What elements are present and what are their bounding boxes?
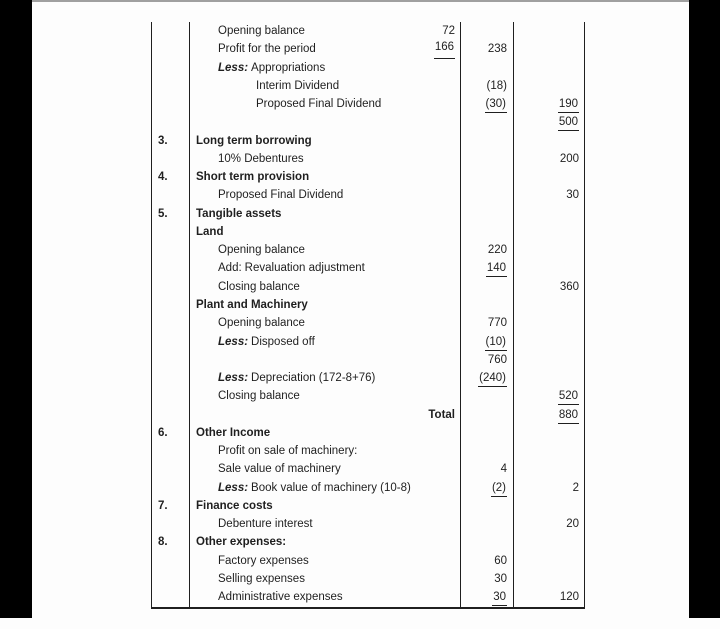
- table-row: [152, 278, 584, 296]
- particulars-text: [190, 168, 309, 186]
- amount-inner-cell: [461, 442, 514, 460]
- amount-outer-cell: [514, 552, 584, 570]
- serial-number: 5.: [158, 207, 168, 220]
- particulars-cell: [190, 424, 461, 442]
- serial-cell: [152, 479, 190, 497]
- table-row: [152, 241, 584, 259]
- amount-outer-cell: [514, 259, 584, 277]
- serial-number: 7.: [158, 499, 168, 512]
- table-row: [152, 552, 584, 570]
- particulars-label: Interim Dividend: [256, 79, 340, 92]
- amount-inner-cell: [461, 515, 514, 533]
- serial-cell: [152, 168, 190, 186]
- serial-cell: [152, 552, 190, 570]
- amount-inner-value: (2): [491, 481, 507, 497]
- amount-outer-cell: [514, 533, 584, 551]
- particulars-cell: [190, 515, 461, 533]
- particulars-label: Proposed Final Dividend: [256, 98, 382, 111]
- particulars-cell: [190, 59, 461, 77]
- serial-cell: [152, 132, 190, 150]
- particulars-cell: [190, 150, 461, 168]
- amount-outer-cell: [514, 278, 584, 296]
- amount-inner-cell: [461, 59, 514, 77]
- particulars-text: [190, 369, 375, 387]
- particulars-label: Other Income: [196, 426, 271, 439]
- particulars-label: Selling expenses: [218, 572, 305, 585]
- particulars-label: Book value of machinery (10-8): [251, 481, 411, 494]
- particulars-text: [190, 186, 343, 204]
- table-row: [152, 296, 584, 314]
- particulars-text: [190, 150, 304, 168]
- particulars-inline-amount: 72: [442, 25, 455, 37]
- amount-outer-value: 2: [572, 481, 579, 494]
- particulars-label: Long term borrowing: [196, 134, 312, 147]
- amount-inner-cell: [461, 314, 514, 332]
- amount-inner-cell: [461, 351, 514, 369]
- amount-outer-cell: [514, 40, 584, 58]
- particulars-cell: [190, 479, 461, 497]
- table-row: [152, 387, 584, 405]
- amount-outer-value: 190: [558, 97, 579, 113]
- particulars-cell: [190, 333, 461, 351]
- particulars-cell: [190, 223, 461, 241]
- serial-cell: [152, 442, 190, 460]
- table-row: [152, 424, 584, 442]
- amount-inner-cell: [461, 333, 514, 351]
- table-row: [152, 442, 584, 460]
- particulars-text: [190, 588, 343, 606]
- amount-inner-cell: [461, 387, 514, 405]
- serial-cell: [152, 278, 190, 296]
- less-add-prefix: Less:: [218, 481, 249, 494]
- particulars-label: Sale value of machinery: [218, 463, 341, 476]
- serial-cell: [152, 424, 190, 442]
- particulars-text: [190, 95, 381, 113]
- amount-inner-cell: [461, 552, 514, 570]
- amount-outer-cell: [514, 406, 584, 424]
- amount-inner-value: (18): [486, 79, 507, 92]
- amount-outer-cell: [514, 95, 584, 113]
- particulars-text: [190, 552, 309, 570]
- amount-inner-value: 220: [487, 244, 507, 257]
- table-row: [152, 205, 584, 223]
- amount-inner-value: 238: [487, 43, 507, 56]
- serial-cell: [152, 223, 190, 241]
- particulars-inline-amount: Total: [428, 408, 455, 421]
- amount-inner-cell: [461, 278, 514, 296]
- particulars-cell: [190, 369, 461, 387]
- amount-inner-value: (240): [478, 371, 507, 387]
- particulars-text: [190, 113, 196, 131]
- amount-outer-value: 200: [559, 152, 579, 165]
- particulars-text: [190, 442, 357, 460]
- table-row: [152, 515, 584, 533]
- amount-inner-value: 760: [487, 353, 507, 366]
- particulars-label: Profit on sale of machinery:: [218, 445, 358, 458]
- serial-cell: [152, 333, 190, 351]
- particulars-cell: [190, 460, 461, 478]
- serial-number: 6.: [158, 426, 168, 439]
- particulars-text: [190, 223, 223, 241]
- serial-cell: [152, 406, 190, 424]
- serial-number: 3.: [158, 134, 168, 147]
- particulars-cell: [190, 442, 461, 460]
- particulars-cell: [190, 497, 461, 515]
- amount-outer-cell: [514, 369, 584, 387]
- serial-cell: [152, 241, 190, 259]
- less-add-prefix: Less:: [218, 61, 249, 74]
- particulars-text: [190, 424, 270, 442]
- amount-inner-value: 140: [486, 261, 507, 277]
- particulars-text: [190, 406, 196, 424]
- particulars-text: [190, 314, 305, 332]
- table-row: [152, 460, 584, 478]
- particulars-label: Proposed Final Dividend: [218, 189, 344, 202]
- amount-inner-cell: [461, 424, 514, 442]
- particulars-text: [190, 77, 339, 95]
- serial-cell: [152, 22, 190, 40]
- table-row: [152, 351, 584, 369]
- amount-outer-cell: [514, 205, 584, 223]
- serial-cell: [152, 296, 190, 314]
- particulars-cell: [190, 113, 461, 131]
- particulars-text: [190, 40, 316, 58]
- amount-outer-cell: [514, 387, 584, 405]
- particulars-label: Appropriations: [251, 61, 326, 74]
- amount-outer-cell: [514, 132, 584, 150]
- amount-outer-cell: [514, 497, 584, 515]
- serial-number: 4.: [158, 171, 168, 184]
- particulars-text: [190, 497, 273, 515]
- particulars-label: Closing balance: [218, 390, 300, 403]
- particulars-text: [190, 570, 305, 588]
- amount-outer-cell: [514, 186, 584, 204]
- serial-cell: [152, 186, 190, 204]
- amount-outer-value: 360: [559, 280, 579, 293]
- table-row: [152, 333, 584, 351]
- amount-outer-cell: [514, 241, 584, 259]
- table-row: [152, 186, 584, 204]
- particulars-cell: [190, 259, 461, 277]
- amount-outer-cell: [514, 168, 584, 186]
- amount-outer-cell: [514, 22, 584, 40]
- table-row: [152, 59, 584, 77]
- table-row: [152, 588, 584, 606]
- amount-inner-cell: [461, 205, 514, 223]
- particulars-cell: [190, 552, 461, 570]
- amount-inner-cell: [461, 113, 514, 131]
- amount-inner-cell: [461, 259, 514, 277]
- amount-inner-cell: [461, 497, 514, 515]
- amount-inner-cell: [461, 479, 514, 497]
- particulars-label: Depreciation (172-8+76): [251, 372, 376, 385]
- amount-inner-cell: [461, 533, 514, 551]
- table-row: [152, 314, 584, 332]
- particulars-cell: [190, 533, 461, 551]
- amount-inner-cell: [461, 186, 514, 204]
- amount-outer-cell: [514, 460, 584, 478]
- table-row: [152, 40, 584, 58]
- particulars-cell: [190, 314, 461, 332]
- particulars-text: [190, 278, 300, 296]
- serial-cell: [152, 533, 190, 551]
- amount-outer-value: 30: [566, 189, 579, 202]
- serial-cell: [152, 59, 190, 77]
- amount-outer-cell: [514, 113, 584, 131]
- serial-cell: [152, 95, 190, 113]
- less-add-prefix: Less:: [218, 335, 249, 348]
- particulars-text: [190, 296, 308, 314]
- particulars-cell: [190, 168, 461, 186]
- serial-cell: [152, 77, 190, 95]
- amount-inner-cell: [461, 369, 514, 387]
- amount-inner-cell: [461, 570, 514, 588]
- amount-inner-value: 30: [492, 590, 507, 606]
- particulars-label: Profit for the period: [218, 43, 316, 56]
- amount-outer-cell: [514, 588, 584, 606]
- amount-outer-cell: [514, 351, 584, 369]
- particulars-text: [190, 333, 315, 351]
- serial-cell: [152, 515, 190, 533]
- particulars-cell: [190, 40, 461, 58]
- amount-inner-cell: [461, 241, 514, 259]
- amount-outer-cell: [514, 333, 584, 351]
- table-row: [152, 497, 584, 515]
- table-row: [152, 259, 584, 277]
- particulars-text: [190, 533, 286, 551]
- particulars-label: Tangible assets: [196, 207, 282, 220]
- amount-outer-cell: [514, 515, 584, 533]
- left-black-bar: [0, 0, 32, 618]
- table-row: [152, 22, 584, 40]
- particulars-label: Administrative expenses: [218, 591, 343, 604]
- amount-outer-value: 500: [558, 115, 579, 131]
- amount-inner-value: (10): [485, 335, 507, 351]
- amount-inner-value: 770: [487, 317, 507, 330]
- amount-inner-cell: [461, 77, 514, 95]
- table-row: [152, 479, 584, 497]
- particulars-text: [190, 351, 196, 369]
- serial-cell: [152, 150, 190, 168]
- table-row: [152, 533, 584, 551]
- serial-cell: [152, 369, 190, 387]
- right-black-bar: [689, 0, 720, 618]
- serial-cell: [152, 205, 190, 223]
- serial-cell: [152, 259, 190, 277]
- amount-inner-value: 4: [500, 463, 507, 476]
- less-add-prefix: Less:: [218, 372, 249, 385]
- particulars-cell: [190, 406, 461, 424]
- particulars-cell: [190, 588, 461, 606]
- serial-cell: [152, 351, 190, 369]
- serial-cell: [152, 588, 190, 606]
- amount-outer-cell: [514, 424, 584, 442]
- particulars-inline-amount: 166: [434, 40, 455, 58]
- serial-number: 8.: [158, 536, 168, 549]
- particulars-label: Factory expenses: [218, 554, 309, 567]
- particulars-text: [190, 59, 325, 77]
- amount-outer-cell: [514, 150, 584, 168]
- particulars-label: Plant and Machinery: [196, 298, 308, 311]
- particulars-label: Revaluation adjustment: [244, 262, 365, 275]
- amount-inner-cell: [461, 95, 514, 113]
- amount-inner-cell: [461, 588, 514, 606]
- particulars-cell: [190, 387, 461, 405]
- particulars-text: [190, 22, 305, 40]
- amount-outer-cell: [514, 223, 584, 241]
- particulars-label: Opening balance: [218, 317, 305, 330]
- particulars-label: Other expenses:: [196, 536, 287, 549]
- serial-cell: [152, 570, 190, 588]
- amount-outer-value: 120: [559, 591, 579, 604]
- particulars-label: Opening balance: [218, 25, 305, 37]
- amount-inner-cell: [461, 168, 514, 186]
- amount-outer-value: 20: [566, 518, 579, 531]
- amount-outer-cell: [514, 59, 584, 77]
- table-row: [152, 150, 584, 168]
- amount-outer-cell: [514, 314, 584, 332]
- particulars-cell: [190, 132, 461, 150]
- particulars-label: Short term provision: [196, 171, 310, 184]
- particulars-cell: [190, 22, 461, 40]
- particulars-cell: [190, 278, 461, 296]
- particulars-text: [190, 515, 313, 533]
- particulars-cell: [190, 296, 461, 314]
- working-notes-table: [151, 22, 585, 609]
- table-row: [152, 132, 584, 150]
- amount-inner-cell: [461, 296, 514, 314]
- amount-inner-cell: [461, 150, 514, 168]
- particulars-cell: [190, 241, 461, 259]
- particulars-label: Disposed off: [251, 335, 315, 348]
- serial-cell: [152, 40, 190, 58]
- amount-inner-value: 60: [494, 554, 507, 567]
- serial-cell: [152, 497, 190, 515]
- amount-inner-cell: [461, 22, 514, 40]
- particulars-cell: [190, 95, 461, 113]
- table-row: [152, 95, 584, 113]
- particulars-label: Debenture interest: [218, 518, 313, 531]
- particulars-label: Land: [196, 225, 224, 238]
- amount-inner-value: 30: [494, 572, 507, 585]
- serial-cell: [152, 387, 190, 405]
- table-row: [152, 223, 584, 241]
- particulars-text: [190, 259, 365, 277]
- particulars-label: 10% Debentures: [218, 152, 304, 165]
- table-row: [152, 168, 584, 186]
- particulars-cell: [190, 77, 461, 95]
- amount-inner-cell: [461, 460, 514, 478]
- serial-cell: [152, 113, 190, 131]
- amount-outer-value: 880: [558, 408, 579, 424]
- table-row: [152, 369, 584, 387]
- particulars-cell: [190, 205, 461, 223]
- amount-inner-cell: [461, 406, 514, 424]
- amount-outer-cell: [514, 77, 584, 95]
- particulars-text: [190, 205, 281, 223]
- less-add-prefix: Add:: [218, 262, 242, 275]
- particulars-label: Finance costs: [196, 499, 273, 512]
- particulars-text: [190, 479, 411, 497]
- page-top-edge-line: [0, 0, 720, 2]
- particulars-text: [190, 132, 312, 150]
- particulars-text: [190, 241, 305, 259]
- amount-inner-cell: [461, 223, 514, 241]
- amount-outer-cell: [514, 570, 584, 588]
- amount-inner-cell: [461, 132, 514, 150]
- particulars-cell: [190, 570, 461, 588]
- particulars-text: [190, 387, 300, 405]
- amount-outer-value: 520: [558, 389, 579, 405]
- table-row: [152, 406, 584, 424]
- table-row: [152, 77, 584, 95]
- particulars-label: Closing balance: [218, 280, 300, 293]
- table-row: [152, 113, 584, 131]
- amount-inner-cell: [461, 40, 514, 58]
- amount-outer-cell: [514, 296, 584, 314]
- amount-outer-cell: [514, 479, 584, 497]
- particulars-label: Opening balance: [218, 244, 305, 257]
- table-row: [152, 570, 584, 588]
- particulars-cell: [190, 351, 461, 369]
- amount-inner-value: (30): [485, 97, 507, 113]
- amount-outer-cell: [514, 442, 584, 460]
- serial-cell: [152, 460, 190, 478]
- particulars-text: [190, 460, 341, 478]
- particulars-cell: [190, 186, 461, 204]
- serial-cell: [152, 314, 190, 332]
